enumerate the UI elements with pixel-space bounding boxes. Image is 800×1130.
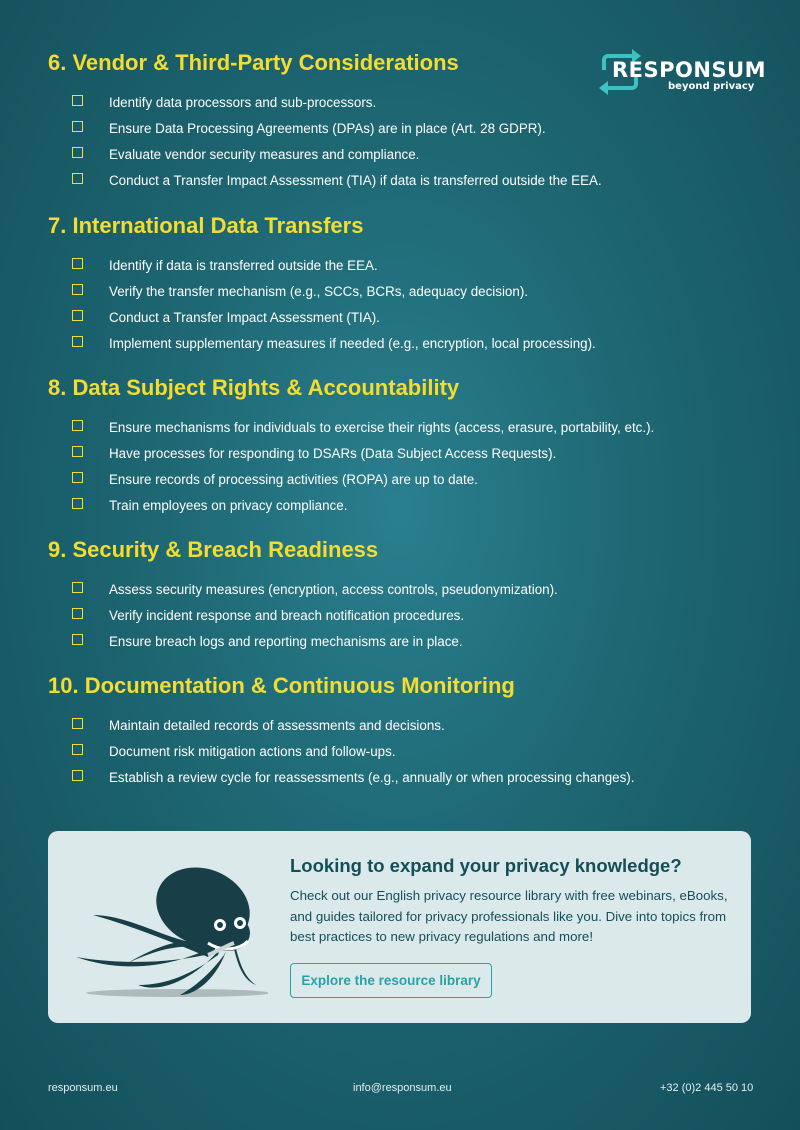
- checklist-item-text: Train employees on privacy compliance.: [109, 498, 348, 513]
- section-security-breach: [48, 535, 748, 655]
- checklist-item: [48, 493, 748, 519]
- checkbox[interactable]: [72, 582, 83, 593]
- checklist: [48, 713, 748, 791]
- section-title: 7. International Data Transfers: [48, 213, 364, 238]
- checklist-item: [48, 765, 748, 791]
- checkbox[interactable]: [72, 336, 83, 347]
- checklist-item: [48, 331, 748, 357]
- octopus-mascot-icon: [68, 845, 268, 1005]
- checklist-item-text: Evaluate vendor security measures and compliance.: [109, 147, 420, 162]
- resource-library-card: [48, 831, 751, 1023]
- footer-email[interactable]: info@responsum.eu: [353, 1082, 452, 1094]
- checkbox[interactable]: [72, 498, 83, 509]
- checkbox[interactable]: [72, 472, 83, 483]
- checkbox[interactable]: [72, 634, 83, 645]
- checklist-item-text: Conduct a Transfer Impact Assessment (TIA) if data is transferred outside the EEA.: [109, 173, 602, 188]
- checkbox[interactable]: [72, 95, 83, 106]
- section-vendor: [48, 48, 748, 194]
- checkbox[interactable]: [72, 718, 83, 729]
- checkbox[interactable]: [72, 173, 83, 184]
- checkbox[interactable]: [72, 608, 83, 619]
- checkbox[interactable]: [72, 770, 83, 781]
- checklist-item: [48, 142, 748, 168]
- checkbox[interactable]: [72, 121, 83, 132]
- checkbox[interactable]: [72, 420, 83, 431]
- promo-body: Check out our English privacy resource library with free webinars, eBooks, and guides tailored for privacy professionals like you. Dive into topics from best practices to new privacy regulations and more!: [290, 888, 728, 944]
- checklist-item: [48, 577, 748, 603]
- checkbox[interactable]: [72, 147, 83, 158]
- checklist-item: [48, 253, 748, 279]
- checklist-item: [48, 713, 748, 739]
- checklist-item: [48, 116, 748, 142]
- checklist-item-text: Ensure mechanisms for individuals to exercise their rights (access, erasure, portability, etc.).: [109, 420, 655, 435]
- checkbox[interactable]: [72, 446, 83, 457]
- checklist-item-text: Document risk mitigation actions and follow-ups.: [109, 744, 396, 759]
- checklist-item-text: Identify if data is transferred outside the EEA.: [109, 258, 378, 273]
- section-title: 6. Vendor & Third-Party Considerations: [48, 50, 459, 75]
- checklist: [48, 253, 748, 357]
- checklist: [48, 90, 748, 194]
- section-title: 8. Data Subject Rights & Accountability: [48, 375, 460, 400]
- checklist-item-text: Have processes for responding to DSARs (Data Subject Access Requests).: [109, 446, 557, 461]
- checklist-item: [48, 441, 748, 467]
- checklist-item: [48, 603, 748, 629]
- checklist-item: [48, 168, 748, 194]
- checklist-item: [48, 739, 748, 765]
- promo-title: Looking to expand your privacy knowledge?: [290, 855, 682, 876]
- checklist-item-text: Conduct a Transfer Impact Assessment (TIA).: [109, 310, 380, 325]
- checklist: [48, 415, 748, 519]
- checklist-item: [48, 467, 748, 493]
- checklist-item-text: Implement supplementary measures if needed (e.g., encryption, local processing).: [109, 336, 596, 351]
- checklist-item-text: Identify data processors and sub-processors.: [109, 95, 377, 110]
- footer-website[interactable]: responsum.eu: [48, 1082, 118, 1094]
- checklist-item: [48, 279, 748, 305]
- checklist-item-text: Ensure breach logs and reporting mechanisms are in place.: [109, 634, 463, 649]
- logo-name: RESPONSUM: [612, 58, 767, 82]
- checklist-item-text: Ensure Data Processing Agreements (DPAs) are in place (Art. 28 GDPR).: [109, 121, 546, 136]
- checkbox[interactable]: [72, 310, 83, 321]
- section-international-transfers: [48, 211, 748, 357]
- checkbox[interactable]: [72, 284, 83, 295]
- checklist-item-text: Verify incident response and breach notification procedures.: [109, 608, 465, 623]
- footer-phone[interactable]: +32 (0)2 445 50 10: [660, 1082, 754, 1094]
- checklist-item: [48, 415, 748, 441]
- logo-tagline: beyond privacy: [668, 81, 755, 92]
- section-data-subject-rights: [48, 373, 748, 519]
- explore-library-button[interactable]: Explore the resource library: [290, 963, 492, 998]
- checkbox[interactable]: [72, 258, 83, 269]
- section-title: 10. Documentation & Continuous Monitoring: [48, 673, 515, 698]
- checklist-item-text: Verify the transfer mechanism (e.g., SCCs, BCRs, adequacy decision).: [109, 284, 528, 299]
- section-title: 9. Security & Breach Readiness: [48, 537, 379, 562]
- checklist-item-text: Establish a review cycle for reassessments (e.g., annually or when processing changes).: [109, 770, 635, 785]
- checklist-item-text: Assess security measures (encryption, access controls, pseudonymization).: [109, 582, 558, 597]
- section-documentation-monitoring: [48, 671, 748, 791]
- checklist: [48, 577, 748, 655]
- checklist-item-text: Ensure records of processing activities (ROPA) are up to date.: [109, 472, 478, 487]
- checklist-item-text: Maintain detailed records of assessments and decisions.: [109, 718, 445, 733]
- checklist-item: [48, 90, 748, 116]
- checklist-item: [48, 305, 748, 331]
- checkbox[interactable]: [72, 744, 83, 755]
- checklist-item: [48, 629, 748, 655]
